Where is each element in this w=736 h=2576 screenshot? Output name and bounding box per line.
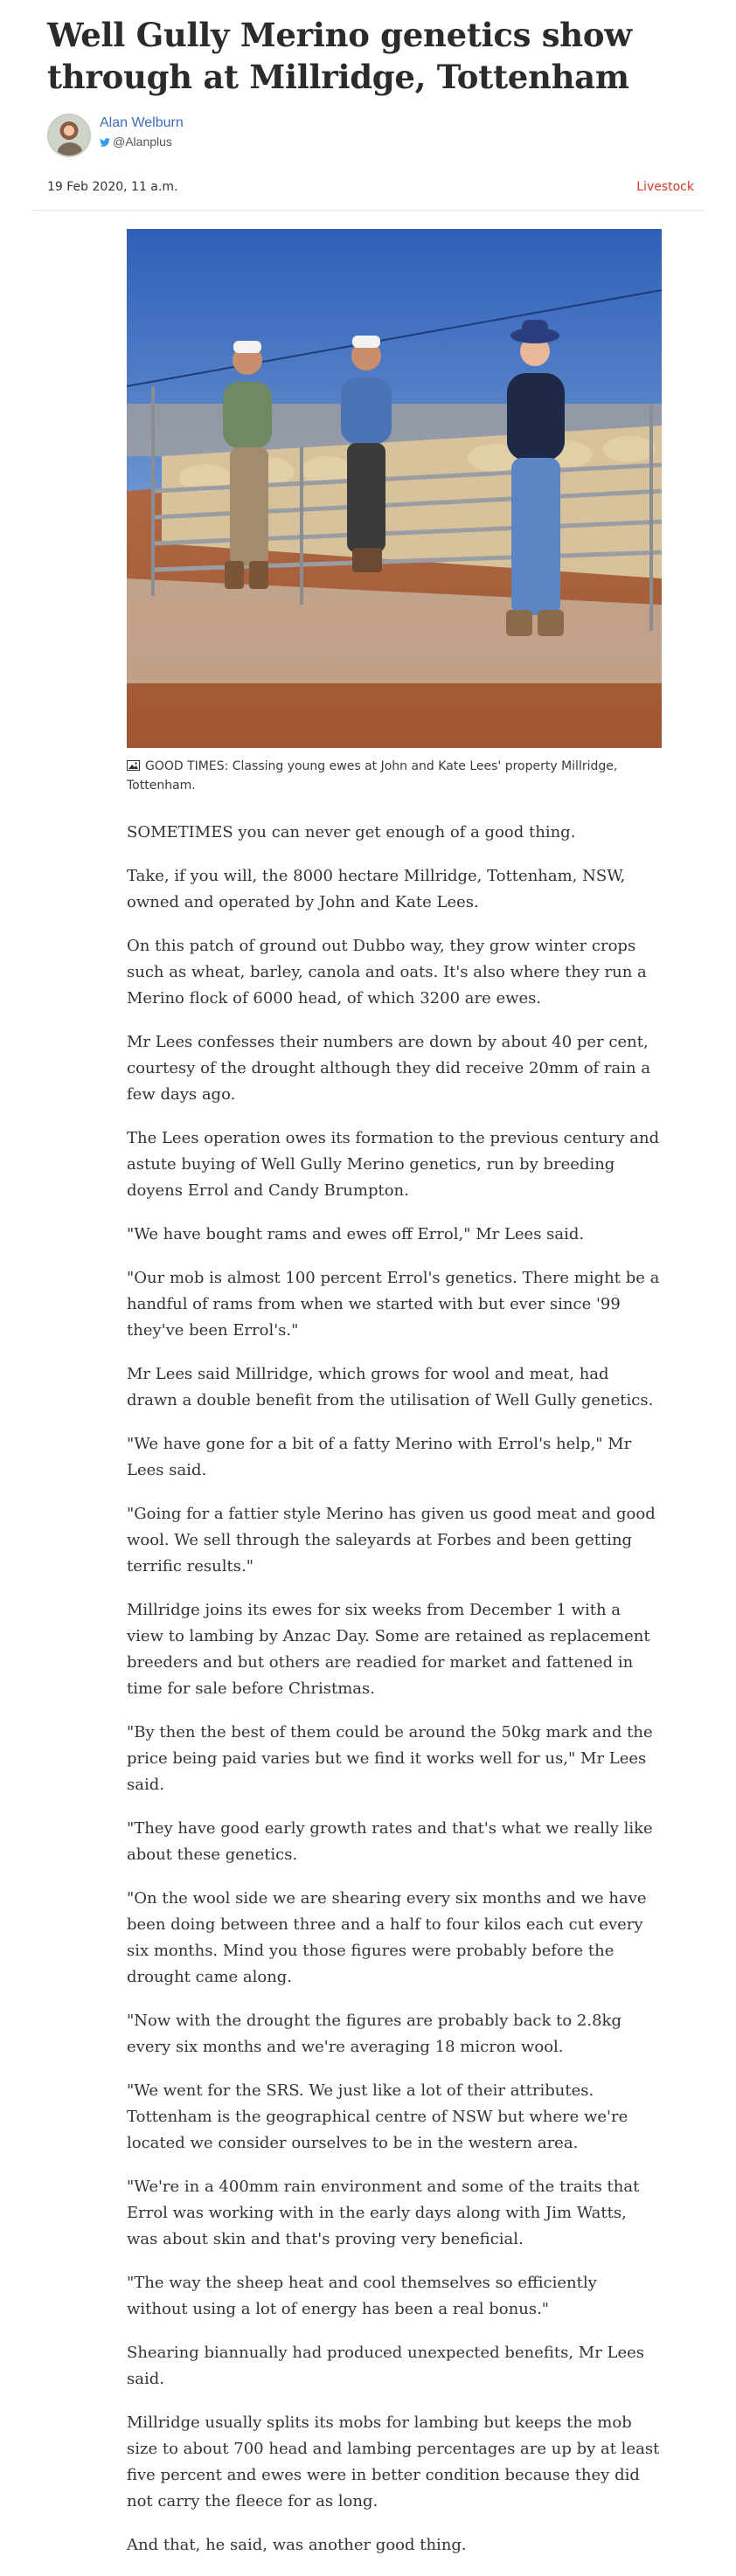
paragraph: "The way the sheep heat and cool themselves so efficiently without using a lot of energy has been a real bonus." — [127, 2274, 597, 2318]
paragraph: Mr Lees said Millridge, which grows for wool and meat, had drawn a double benefit from the utilisation of Well Gully genetics. — [127, 1365, 654, 1409]
camera-icon — [127, 760, 140, 771]
paragraph: "They have good early growth rates and that's what we really like about these genetics. — [127, 1819, 653, 1864]
paragraph: "Now with the drought the figures are probably back to 2.8kg every six months and we're averaging 18 micron wool. — [127, 2012, 621, 2056]
article-headline: Well Gully Merino genetics show through at Millridge, Tottenham — [47, 16, 632, 96]
paragraph: "We're in a 400mm rain environment and some of the traits that Errol was working with in the early days along with Jim Watts, was about skin and that's proving very beneficial. — [127, 2178, 640, 2248]
paragraph: "We have bought rams and ewes off Errol," Mr Lees said. — [127, 1225, 585, 1243]
author-handle-text: @Alanplus — [113, 135, 172, 149]
author-avatar[interactable] — [47, 114, 91, 157]
category-link[interactable]: Livestock — [636, 180, 694, 194]
paragraph: Mr Lees confesses their numbers are down by about 40 per cent, courtesy of the drought although they did receive 20mm of rain a few days ago. — [127, 1033, 651, 1104]
header-divider — [31, 210, 705, 211]
caption-text: GOOD TIMES: Classing young ewes at John and Kate Lees' property Millridge, Tottenham. — [127, 759, 618, 793]
paragraph: Millridge usually splits its mobs for lambing but keeps the mob size to about 700 head and lambing percentages are up by at least five percent and ewes were in better condition because they did not carry the fleece for as long. — [127, 2413, 660, 2510]
paragraph: Take, if you will, the 8000 hectare Millridge, Tottenham, NSW, owned and operated by John and Kate Lees. — [127, 867, 626, 911]
paragraph: On this patch of ground out Dubbo way, they grow winter crops such as wheat, barley, canola and oats. It's also where they run a Merino flock of 6000 head, of which 3200 are ewes. — [127, 937, 647, 1008]
article-photo[interactable] — [127, 229, 662, 748]
paragraph: "We went for the SRS. We just like a lot of their attributes. Tottenham is the geographical centre of NSW but where we're located we consider ourselves to be in the western area. — [127, 2081, 628, 2152]
article-body — [127, 820, 662, 2576]
paragraph: SOMETIMES you can never get enough of a good thing. — [127, 823, 576, 841]
photo-caption — [127, 757, 662, 795]
paragraph: "On the wool side we are shearing every six months and we have been doing between three and a half to four kilos each cut every six months. Mind you those figures were probably before the drought came along. — [127, 1889, 647, 1986]
paragraph: And that, he said, was another good thing. — [127, 2536, 467, 2554]
paragraph: "We have gone for a bit of a fatty Merino with Errol's help," Mr Lees said. — [127, 1435, 632, 1479]
paragraph: Millridge joins its ewes for six weeks from December 1 with a view to lambing by Anzac Day. Some are retained as replacement breeders and but others are readied for market and fattened in time for sale before Christmas. — [127, 1601, 650, 1698]
publish-date: 19 Feb 2020, 11 a.m. — [47, 180, 178, 194]
paragraph: "By then the best of them could be around the 50kg mark and the price being paid varies but we find it works well for us," Mr Lees said. — [127, 1723, 653, 1794]
paragraph: "Our mob is almost 100 percent Errol's genetics. There might be a handful of rams from when we started with but ever since '99 they've been Errol's." — [127, 1269, 660, 1340]
article-meta — [47, 180, 694, 201]
author-byline — [47, 114, 397, 159]
author-handle[interactable] — [100, 135, 172, 149]
twitter-icon — [100, 138, 110, 147]
paragraph: The Lees operation owes its formation to the previous century and astute buying of Well Gully Merino genetics, run by breeding doyens Errol and Candy Brumpton. — [127, 1129, 660, 1200]
author-name-link[interactable]: Alan Welburn — [100, 115, 184, 130]
paragraph: Shearing biannually had produced unexpected benefits, Mr Lees said. — [127, 2344, 645, 2388]
paragraph: "Going for a fattier style Merino has given us good meat and good wool. We sell through the saleyards at Forbes and been getting terrific results." — [127, 1505, 656, 1575]
